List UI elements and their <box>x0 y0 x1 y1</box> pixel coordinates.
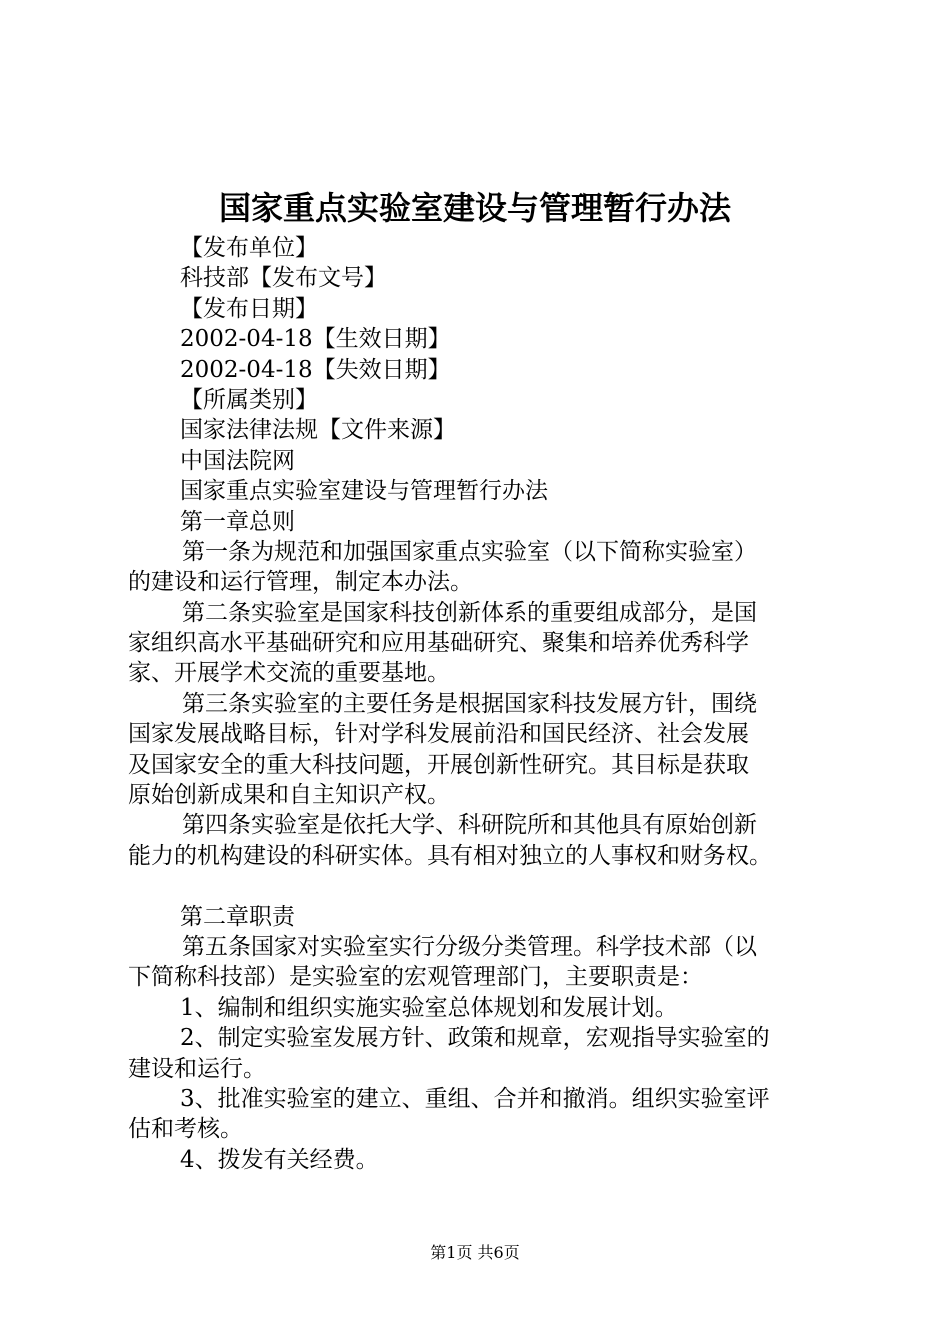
blank-line <box>128 871 848 901</box>
meta-source-value: 中国法院网 <box>180 447 295 474</box>
list-item-continuation: 建设和运行。 <box>128 1055 266 1082</box>
document-body <box>128 233 848 1175</box>
meta-publish-date-value: 2002-04-18【生效日期】 <box>180 326 451 353</box>
paragraph-line: 的建设和运行管理，制定本办法。 <box>128 569 473 596</box>
meta-publisher-value: 科技部【发布文号】 <box>180 265 387 292</box>
paragraph-line: 下简称科技部）是实验室的宏观管理部门，主要职责是： <box>128 964 703 991</box>
paragraph-line: 原始创新成果和自主知识产权。 <box>128 782 450 809</box>
list-item: 2、制定实验室发展方针、政策和规章，宏观指导实验室的 <box>180 1025 770 1052</box>
chapter-heading: 第一章总则 <box>180 508 295 535</box>
paragraph-line: 第五条国家对实验室实行分级分类管理。科学技术部（以 <box>182 933 757 960</box>
paragraph-line: 国家发展战略目标，针对学科发展前沿和国民经济、社会发展 <box>128 721 749 748</box>
chapter-heading: 第二章职责 <box>180 903 295 930</box>
page-number-footer: 第1页 共6页 <box>430 1243 520 1262</box>
paragraph-line: 能力的机构建设的科研实体。具有相对独立的人事权和财务权。 <box>128 842 772 869</box>
paragraph-line: 第一条为规范和加强国家重点实验室（以下简称实验室） <box>182 538 757 565</box>
paragraph-line: 家、开展学术交流的重要基地。 <box>128 660 450 687</box>
paragraph-line: 第四条实验室是依托大学、科研院所和其他具有原始创新 <box>182 812 757 839</box>
paragraph-line: 第三条实验室的主要任务是根据国家科技发展方针，围绕 <box>182 690 757 717</box>
meta-publisher-label: 【发布单位】 <box>180 235 318 261</box>
paragraph-line: 家组织高水平基础研究和应用基础研究、聚集和培养优秀科学 <box>128 630 749 657</box>
list-item-continuation: 估和考核。 <box>128 1116 243 1143</box>
paragraph-line: 及国家安全的重大科技问题，开展创新性研究。其目标是获取 <box>128 751 749 778</box>
document-title: 国家重点实验室建设与管理暂行办法 <box>218 189 731 227</box>
list-item: 1、编制和组织实施实验室总体规划和发展计划。 <box>180 994 678 1021</box>
list-item: 3、批准实验室的建立、重组、合并和撤消。组织实验室评 <box>180 1085 770 1112</box>
document-subtitle: 国家重点实验室建设与管理暂行办法 <box>180 478 548 505</box>
meta-category-label: 【所属类别】 <box>180 386 318 413</box>
meta-category-value: 国家法律法规【文件来源】 <box>180 417 456 444</box>
meta-publish-date-label: 【发布日期】 <box>180 295 318 322</box>
list-item: 4、拨发有关经费。 <box>180 1146 379 1173</box>
meta-effective-date-value: 2002-04-18【失效日期】 <box>180 356 451 383</box>
paragraph-line: 第二条实验室是国家科技创新体系的重要组成部分，是国 <box>182 599 757 626</box>
